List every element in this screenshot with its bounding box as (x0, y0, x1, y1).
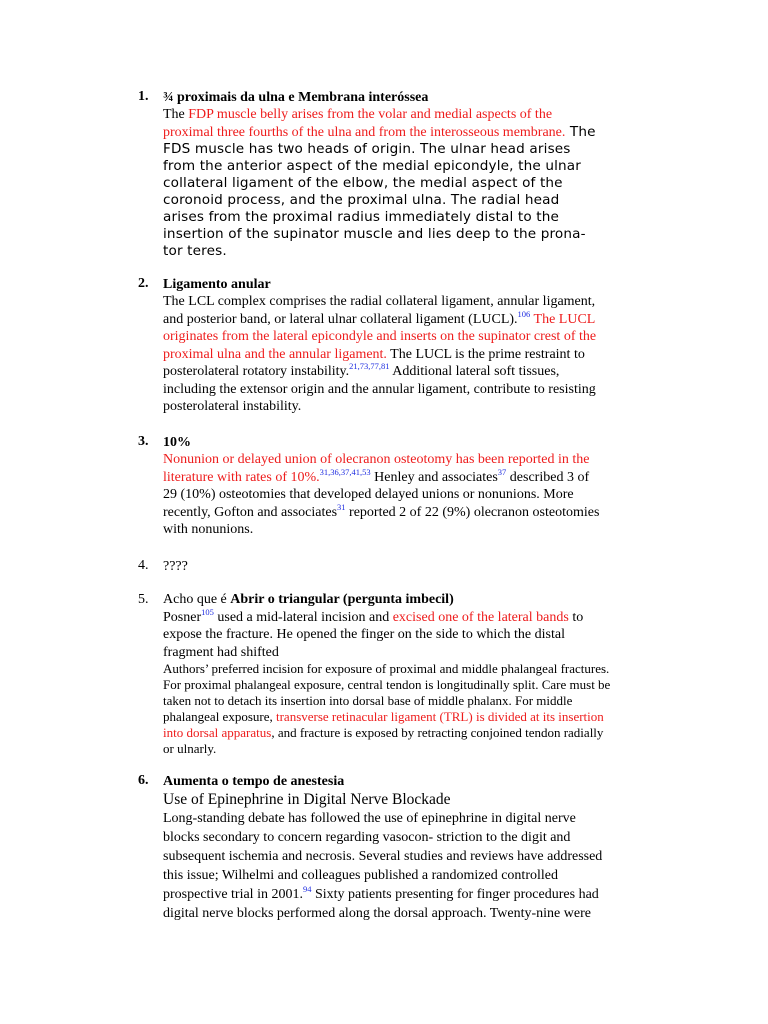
paragraph-line: collateral ligament of the elbow, the medial aspect of the (163, 175, 563, 191)
paragraph-line: or ulnarly. (163, 741, 217, 756)
text-run: The (163, 107, 189, 122)
text-run: posterolateral rotatory instability. (163, 364, 350, 379)
paragraph-line: this issue; Wilhelmi and colleagues published a randomized controlled (163, 868, 558, 883)
paragraph-line: expose the fracture. He opened the finger on the side to which the distal (163, 627, 565, 642)
item-2 (163, 276, 653, 416)
text-run: The LUCL is the prime restraint to (386, 346, 585, 362)
citation-superscript: 21,73,77,81 (349, 361, 390, 371)
paragraph-line (163, 106, 653, 124)
item-number: 4. (138, 558, 149, 573)
text-run: The (565, 123, 596, 140)
item-heading: Ligamento anular (163, 277, 271, 292)
paragraph-line: insertion of the supinator muscle and lies deep to the prona- (163, 226, 586, 242)
paragraph-line (163, 501, 653, 522)
highlighted-text: into dorsal apparatus (163, 725, 272, 740)
paragraph-line (163, 124, 653, 142)
paragraph-line (163, 466, 653, 487)
text-run: and posterior band, or lateral ulnar collateral ligament (LUCL). (163, 311, 518, 327)
highlighted-text: excised one of the lateral bands (392, 609, 569, 625)
paragraph-line: Long-standing debate has followed the use of epinephrine in digital nerve (163, 811, 576, 826)
item-heading: Aumenta o tempo de anestesia (163, 774, 345, 789)
paragraph-line: digital nerve blocks performed along the dorsal approach. Twenty-nine were (163, 906, 591, 921)
section-subheading: Use of Epinephrine in Digital Nerve Blockade (163, 791, 451, 808)
text-run: Acho que é (163, 592, 231, 607)
text-run: reported 2 of 22 (9%) olecranon osteotomies (345, 504, 600, 520)
item-number: 3. (138, 434, 149, 449)
paragraph-line: coronoid process, and the proximal ulna. The radial head (163, 192, 560, 208)
highlighted-text: transverse retinacular ligament (TRL) is divided at its insertion (275, 709, 604, 724)
citation-superscript: 31 (337, 501, 346, 512)
text-run: described 3 of (506, 469, 590, 485)
paragraph-line: with nonunions. (163, 522, 254, 537)
paragraph-line: FDS muscle has two heads of origin. The ulnar head arises (163, 141, 571, 157)
item-heading: ¾ proximais da ulna e Membrana interóssea (163, 90, 429, 105)
text-run: recently, Gofton and associates (163, 504, 338, 520)
paragraph-line: tor teres. (163, 243, 227, 259)
item-5 (163, 591, 653, 757)
text-run: Sixty patients presenting for finger procedures had (311, 887, 599, 902)
item-text: ???? (163, 559, 188, 574)
highlighted-text: literature with rates of 10%. (163, 469, 320, 485)
item-1 (163, 89, 653, 260)
citation-superscript: 94 (302, 884, 312, 894)
item-4 (163, 558, 653, 576)
bold-text: Abrir o triangular (pergunta imbecil) (230, 592, 454, 607)
paragraph-line: subsequent ischemia and necrosis. Several studies and reviews have addressed (163, 849, 603, 864)
item-heading (163, 591, 653, 609)
highlighted-text: FDP muscle belly arises from the volar and medial aspects of the (188, 107, 553, 122)
paragraph-line (163, 885, 653, 904)
citation-superscript: 105 (201, 606, 214, 617)
item-number: 2. (138, 276, 149, 291)
text-run: phalangeal exposure, (163, 709, 276, 724)
paragraph-line: 29 (10%) osteotomies that developed delayed unions or nonunions. More (163, 487, 574, 502)
paragraph-line (163, 308, 653, 329)
item-number: 1. (138, 89, 149, 104)
text-run: Henley and associates (370, 469, 498, 485)
paragraph-line: taken not to detach its insertion into dorsal base of middle phalanx. For middle (163, 693, 573, 708)
highlighted-text: proximal three fourths of the ulna and from the interosseous membrane. (163, 124, 566, 140)
text-run: used a mid-lateral incision and (213, 609, 393, 625)
paragraph-line: For proximal phalangeal exposure, central tendon is longitudinally split. Care must be (163, 677, 611, 692)
highlighted-text: Nonunion or delayed union of olecranon osteotomy has been reported in the (163, 452, 590, 467)
paragraph-line: including the extensor origin and the annular ligament, contribute to resisting (163, 381, 596, 397)
paragraph-line: blocks secondary to concern regarding vasocon- striction to the digit and (163, 830, 571, 845)
paragraph-line (163, 363, 653, 381)
text-run: , and fracture is exposed by retracting conjoined tendon radially (271, 725, 604, 740)
item-3 (163, 434, 653, 539)
paragraph-line (163, 725, 653, 741)
paragraph-line (163, 709, 653, 725)
text-run: to (568, 609, 584, 625)
highlighted-text: The LUCL (530, 311, 596, 327)
paragraph-line: fragment had shifted (163, 644, 279, 660)
citation-superscript: 106 (517, 308, 531, 319)
citation-superscript: 37 (497, 466, 507, 477)
paragraph-line: posterolateral instability. (163, 399, 302, 414)
item-number: 5. (138, 592, 149, 607)
text-run: prospective trial in 2001. (163, 887, 303, 902)
item-heading: 10% (163, 435, 191, 450)
citation-superscript: 31,36,37,41,53 (319, 466, 371, 477)
text-run: Posner (163, 609, 202, 625)
paragraph-line (163, 606, 653, 627)
text-run: Additional lateral soft tissues, (389, 364, 560, 379)
paragraph-line: The LCL complex comprises the radial collateral ligament, annular ligament, (163, 294, 596, 309)
item-6 (163, 773, 653, 923)
highlighted-text: originates from the lateral epicondyle and inserts on the supinator crest of the (163, 329, 597, 344)
paragraph-line: from the anterior aspect of the medial epicondyle, the ulnar (163, 158, 582, 174)
paragraph-line: Authors’ preferred incision for exposure of proximal and middle phalangeal fractures. (163, 661, 610, 676)
highlighted-text: proximal ulna and the annular ligament. (163, 346, 387, 362)
paragraph-line (163, 346, 653, 364)
paragraph-line: arises from the proximal radius immediately distal to the (163, 209, 560, 225)
item-number: 6. (138, 773, 149, 788)
